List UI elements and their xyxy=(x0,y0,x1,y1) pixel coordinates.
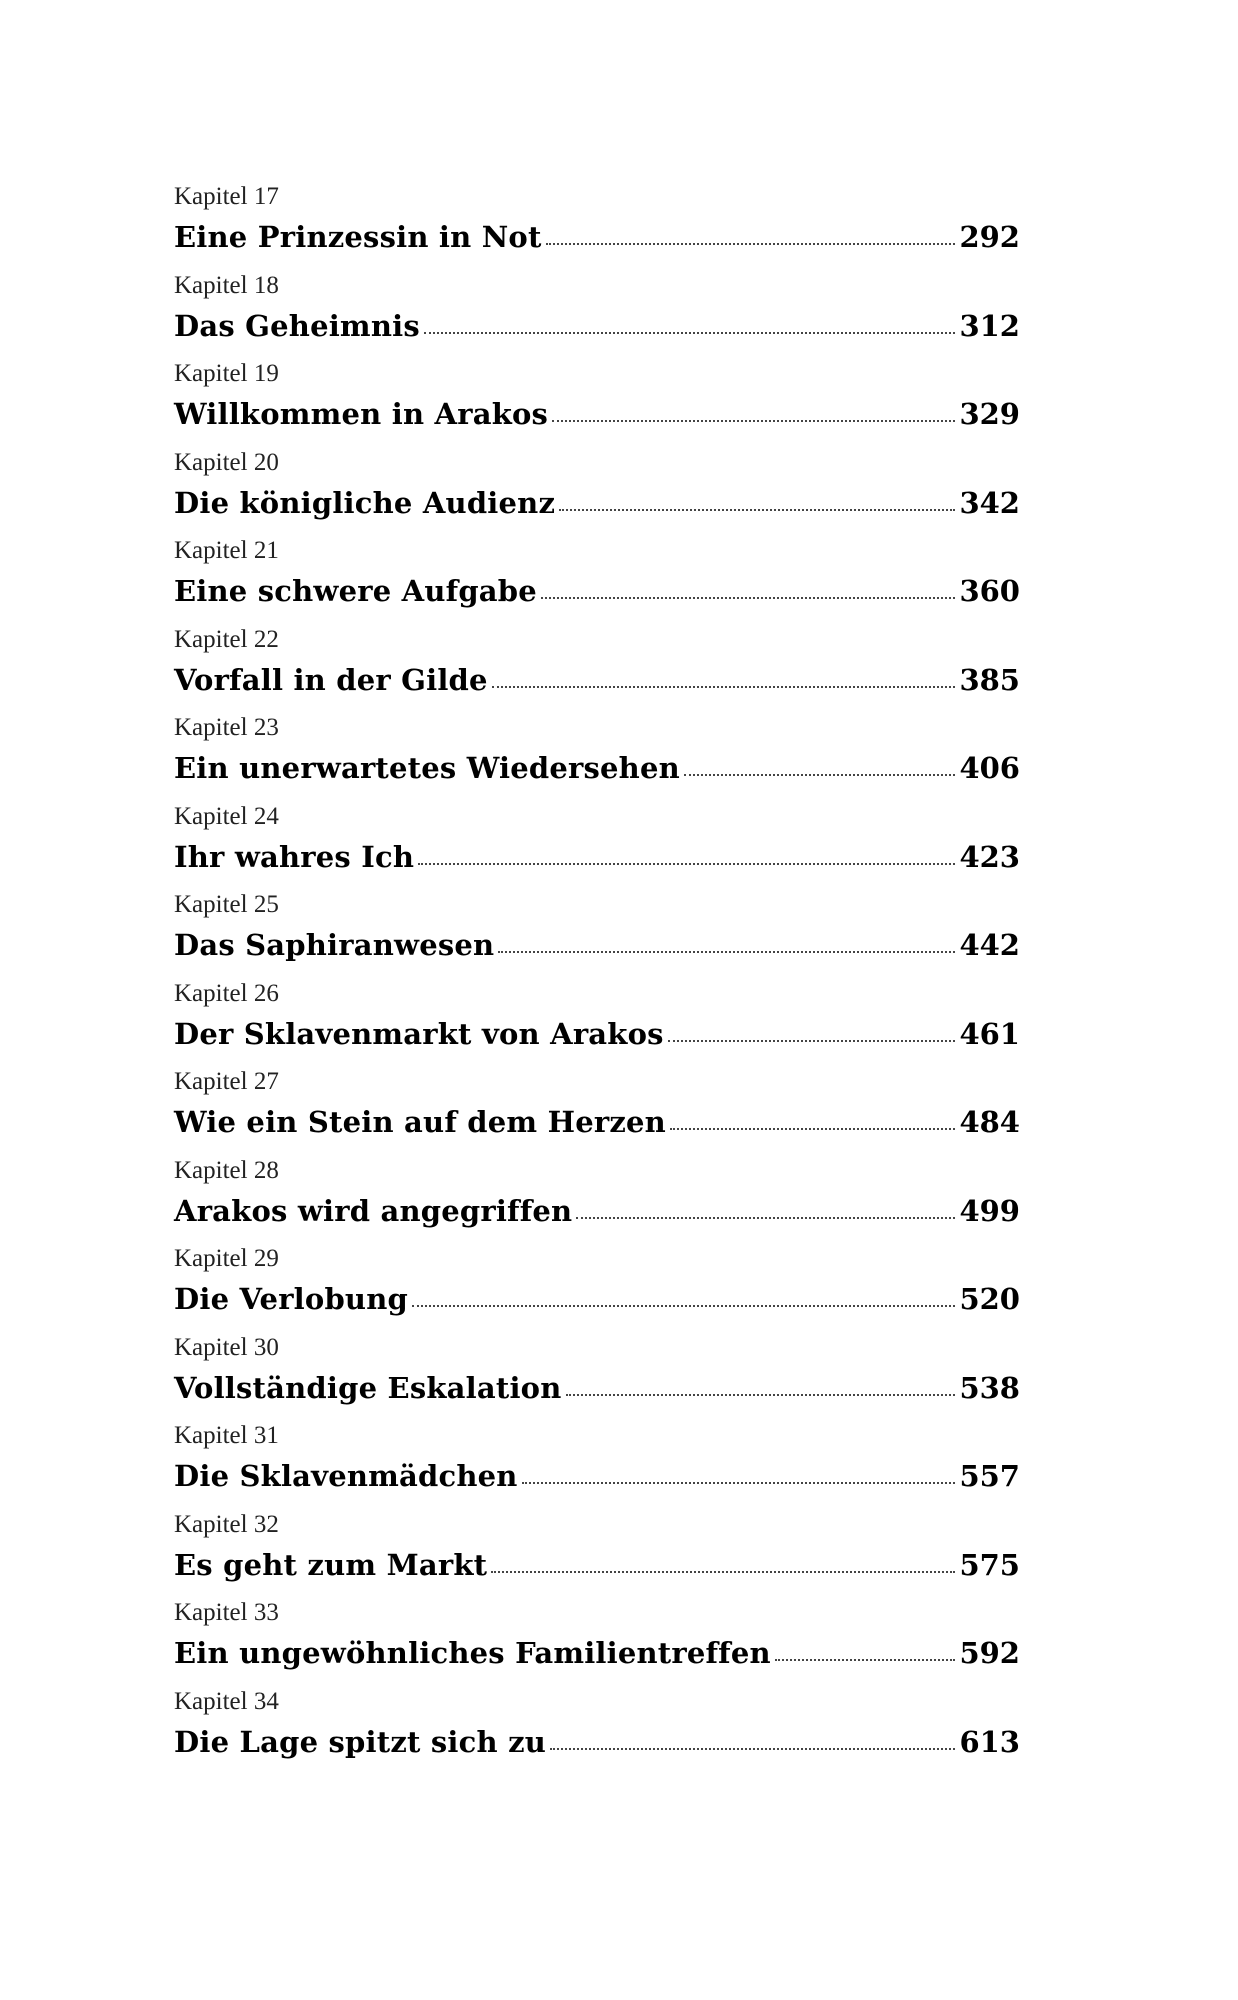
dot-leader xyxy=(412,1305,955,1307)
chapter-label: Kapitel 30 xyxy=(174,1333,279,1361)
chapter-title-row xyxy=(174,307,1020,345)
chapter-label: Kapitel 26 xyxy=(174,979,279,1007)
table-of-contents xyxy=(174,182,1020,1775)
chapter-label: Kapitel 20 xyxy=(174,448,279,476)
dot-leader xyxy=(684,774,956,776)
chapter-title: Willkommen in Arakos xyxy=(174,397,549,431)
chapter-title: Vollständige Eskalation xyxy=(174,1370,562,1405)
dot-leader xyxy=(522,1482,956,1484)
toc-entry-30 xyxy=(174,1333,1020,1422)
page-number: 406 xyxy=(959,751,1020,785)
page-number: 538 xyxy=(959,1370,1020,1405)
dot-leader xyxy=(418,863,955,865)
dot-leader xyxy=(546,243,956,245)
chapter-title: Der Sklavenmarkt von Arakos xyxy=(174,1016,664,1051)
dot-leader xyxy=(552,420,955,422)
dot-leader xyxy=(576,1217,955,1219)
chapter-title-row xyxy=(174,661,1020,699)
chapter-title: Wie ein Stein auf dem Herzen xyxy=(174,1105,666,1139)
chapter-title: Eine schwere Aufgabe xyxy=(174,574,537,608)
toc-entry-32 xyxy=(174,1510,1020,1599)
page-number: 613 xyxy=(959,1724,1020,1759)
chapter-title: Eine Prinzessin in Not xyxy=(174,220,542,254)
chapter-title: Ihr wahres Ich xyxy=(174,839,415,874)
toc-entry-25 xyxy=(174,890,1020,979)
toc-entry-17 xyxy=(174,182,1020,271)
chapter-title: Die Verlobung xyxy=(174,1282,408,1316)
chapter-title-row xyxy=(174,1192,1020,1230)
chapter-title: Die Sklavenmädchen xyxy=(174,1459,518,1493)
chapter-label: Kapitel 21 xyxy=(174,537,279,564)
page-number: 442 xyxy=(959,928,1020,962)
chapter-title-row xyxy=(174,1634,1020,1672)
chapter-label: Kapitel 32 xyxy=(174,1510,279,1538)
page-number: 329 xyxy=(959,397,1020,431)
chapter-label: Kapitel 34 xyxy=(174,1687,279,1715)
chapter-title-row xyxy=(174,218,1020,256)
toc-entry-26 xyxy=(174,979,1020,1068)
chapter-label: Kapitel 19 xyxy=(174,360,279,387)
chapter-label: Kapitel 24 xyxy=(174,802,279,830)
chapter-label: Kapitel 17 xyxy=(174,183,279,210)
chapter-label: Kapitel 22 xyxy=(174,625,279,653)
chapter-title-row xyxy=(174,572,1020,610)
chapter-title: Das Saphiranwesen xyxy=(174,928,495,962)
toc-entry-20 xyxy=(174,448,1020,537)
toc-entry-19 xyxy=(174,359,1020,448)
page-number: 575 xyxy=(959,1547,1020,1582)
chapter-title-row xyxy=(174,1280,1020,1318)
chapter-title: Arakos wird angegriffen xyxy=(174,1193,573,1228)
toc-entry-18 xyxy=(174,271,1020,360)
chapter-title: Die königliche Audienz xyxy=(174,485,556,520)
chapter-title: Ein unerwartetes Wiedersehen xyxy=(174,751,680,785)
chapter-title-row xyxy=(174,749,1020,787)
dot-leader xyxy=(668,1040,956,1042)
dot-leader xyxy=(775,1659,956,1661)
chapter-title: Das Geheimnis xyxy=(174,308,420,343)
page-number: 342 xyxy=(959,485,1020,520)
chapter-title-row xyxy=(174,1546,1020,1584)
dot-leader xyxy=(492,686,956,688)
chapter-title: Ein ungewöhnliches Familientreffen xyxy=(174,1636,771,1670)
page-number: 592 xyxy=(959,1636,1020,1670)
chapter-title-row xyxy=(174,1015,1020,1053)
dot-leader xyxy=(498,951,955,953)
toc-entry-27 xyxy=(174,1067,1020,1156)
dot-leader xyxy=(566,1394,956,1396)
chapter-label: Kapitel 23 xyxy=(174,714,279,741)
page-number: 461 xyxy=(959,1016,1020,1051)
dot-leader xyxy=(491,1571,955,1573)
page-number: 292 xyxy=(959,220,1020,254)
chapter-title-row xyxy=(174,1103,1020,1141)
toc-entry-24 xyxy=(174,802,1020,891)
page-number: 312 xyxy=(959,308,1020,343)
toc-entry-23 xyxy=(174,713,1020,802)
dot-leader xyxy=(424,332,956,334)
dot-leader xyxy=(550,1748,955,1750)
toc-entry-22 xyxy=(174,625,1020,714)
page-number: 499 xyxy=(959,1193,1020,1228)
chapter-title: Vorfall in der Gilde xyxy=(174,662,488,697)
page-number: 520 xyxy=(959,1282,1020,1316)
chapter-label: Kapitel 28 xyxy=(174,1156,279,1184)
chapter-title: Es geht zum Markt xyxy=(174,1547,488,1582)
chapter-title-row xyxy=(174,1723,1020,1761)
chapter-label: Kapitel 33 xyxy=(174,1599,279,1626)
chapter-title-row xyxy=(174,1457,1020,1495)
chapter-title-row xyxy=(174,1369,1020,1407)
chapter-title-row xyxy=(174,484,1020,522)
chapter-label: Kapitel 31 xyxy=(174,1422,279,1449)
chapter-title-row xyxy=(174,395,1020,433)
page-number: 385 xyxy=(959,662,1020,697)
page-number: 360 xyxy=(959,574,1020,608)
chapter-title-row xyxy=(174,838,1020,876)
toc-entry-21 xyxy=(174,536,1020,625)
dot-leader xyxy=(541,597,956,599)
dot-leader xyxy=(670,1128,956,1130)
chapter-label: Kapitel 27 xyxy=(174,1068,279,1095)
dot-leader xyxy=(559,509,955,511)
toc-entry-34 xyxy=(174,1687,1020,1776)
chapter-label: Kapitel 25 xyxy=(174,891,279,918)
chapter-label: Kapitel 18 xyxy=(174,271,279,299)
toc-entry-28 xyxy=(174,1156,1020,1245)
page-number: 423 xyxy=(959,839,1020,874)
page-number: 484 xyxy=(959,1105,1020,1139)
toc-entry-33 xyxy=(174,1598,1020,1687)
chapter-title: Die Lage spitzt sich zu xyxy=(174,1724,547,1759)
page-number: 557 xyxy=(959,1459,1020,1493)
chapter-label: Kapitel 29 xyxy=(174,1245,279,1272)
toc-entry-31 xyxy=(174,1421,1020,1510)
chapter-title-row xyxy=(174,926,1020,964)
toc-entry-29 xyxy=(174,1244,1020,1333)
